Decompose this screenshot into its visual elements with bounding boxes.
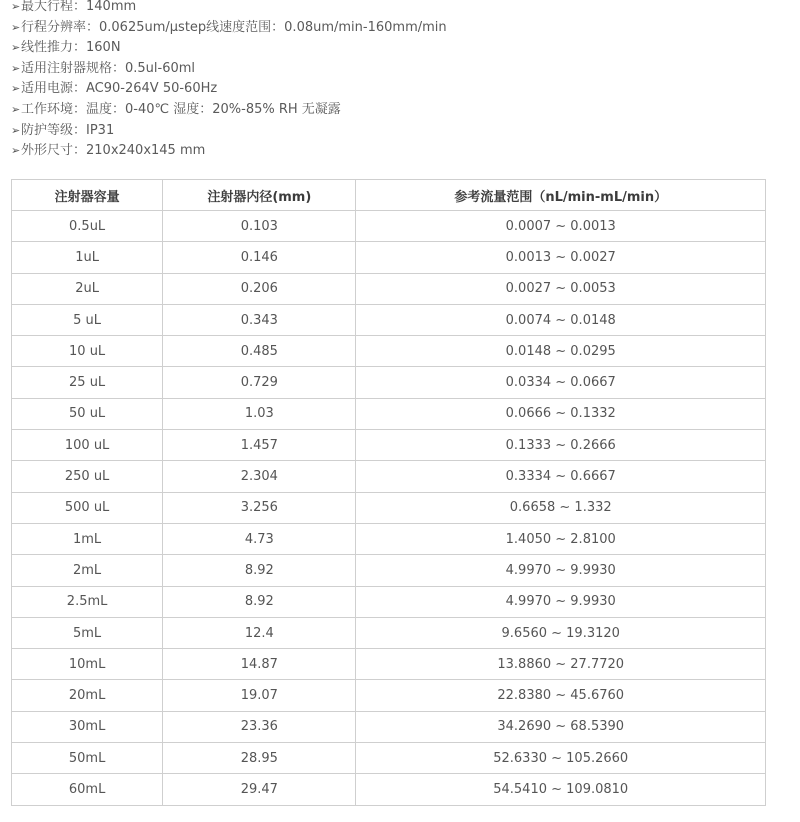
- cell-capacity: 2mL: [12, 555, 163, 586]
- cell-diameter: 1.457: [163, 430, 356, 461]
- cell-capacity: 100 uL: [12, 430, 163, 461]
- spec-text: 最大行程：140mm: [21, 0, 137, 14]
- cell-diameter: 0.206: [163, 273, 356, 304]
- cell-diameter: 1.03: [163, 398, 356, 429]
- cell-flow: 9.6560 ~ 19.3120: [356, 617, 766, 648]
- spec-text: 适用注射器规格：0.5ul-60ml: [21, 60, 196, 76]
- cell-diameter: 14.87: [163, 649, 356, 680]
- spec-text: 外形尺寸：210x240x145 mm: [21, 143, 206, 159]
- header-inner-diameter: 注射器内径(mm): [163, 180, 356, 211]
- cell-capacity: 1uL: [12, 242, 163, 273]
- cell-capacity: 5 uL: [12, 304, 163, 335]
- cell-diameter: 29.47: [163, 774, 356, 805]
- arrow-icon: ➢: [11, 123, 21, 137]
- cell-flow: 0.0074 ~ 0.0148: [356, 304, 766, 335]
- cell-flow: 0.1333 ~ 0.2666: [356, 430, 766, 461]
- cell-diameter: 0.343: [163, 304, 356, 335]
- arrow-icon: ➢: [11, 0, 21, 13]
- spec-list: [11, 0, 447, 162]
- cell-capacity: 500 uL: [12, 492, 163, 523]
- table-body: [12, 211, 766, 806]
- arrow-icon: ➢: [11, 144, 21, 158]
- cell-diameter: 0.485: [163, 336, 356, 367]
- arrow-icon: ➢: [11, 20, 21, 34]
- cell-capacity: 30mL: [12, 711, 163, 742]
- table-row: [12, 242, 766, 273]
- cell-diameter: 19.07: [163, 680, 356, 711]
- cell-flow: 22.8380 ~ 45.6760: [356, 680, 766, 711]
- spec-item-dimensions: [11, 141, 447, 162]
- cell-flow: 0.0013 ~ 0.0027: [356, 242, 766, 273]
- cell-diameter: 2.304: [163, 461, 356, 492]
- table-row: [12, 492, 766, 523]
- cell-diameter: 28.95: [163, 743, 356, 774]
- cell-flow: 0.0334 ~ 0.0667: [356, 367, 766, 398]
- cell-capacity: 0.5uL: [12, 211, 163, 242]
- cell-diameter: 0.103: [163, 211, 356, 242]
- table-row: [12, 680, 766, 711]
- table-row: [12, 367, 766, 398]
- spec-text: 线性推力：160N: [21, 40, 121, 56]
- cell-capacity: 25 uL: [12, 367, 163, 398]
- header-flow-range: 参考流量范围（nL/min-mL/min）: [356, 180, 766, 211]
- cell-capacity: 50mL: [12, 743, 163, 774]
- arrow-icon: ➢: [11, 102, 21, 116]
- syringe-flow-table: [11, 179, 766, 806]
- table-header-row: [12, 180, 766, 211]
- cell-diameter: 4.73: [163, 523, 356, 554]
- spec-text: 工作环境：温度：0-40℃ 湿度：20%-85% RH 无凝露: [21, 101, 341, 117]
- spec-item-stroke: [11, 0, 447, 18]
- table-row: [12, 461, 766, 492]
- table-row: [12, 743, 766, 774]
- table-row: [12, 211, 766, 242]
- table-row: [12, 523, 766, 554]
- cell-diameter: 8.92: [163, 555, 356, 586]
- cell-diameter: 0.729: [163, 367, 356, 398]
- spec-item-power: [11, 79, 447, 100]
- cell-flow: 13.8860 ~ 27.7720: [356, 649, 766, 680]
- cell-capacity: 1mL: [12, 523, 163, 554]
- cell-flow: 0.0027 ~ 0.0053: [356, 273, 766, 304]
- header-syringe-capacity: 注射器容量: [12, 180, 163, 211]
- table-row: [12, 774, 766, 805]
- cell-flow: 0.0148 ~ 0.0295: [356, 336, 766, 367]
- arrow-icon: ➢: [11, 41, 21, 55]
- table-row: [12, 430, 766, 461]
- cell-flow: 54.5410 ~ 109.0810: [356, 774, 766, 805]
- cell-flow: 34.2690 ~ 68.5390: [356, 711, 766, 742]
- cell-capacity: 10mL: [12, 649, 163, 680]
- cell-capacity: 2uL: [12, 273, 163, 304]
- cell-flow: 4.9970 ~ 9.9930: [356, 586, 766, 617]
- arrow-icon: ➢: [11, 82, 21, 96]
- cell-capacity: 50 uL: [12, 398, 163, 429]
- table-row: [12, 555, 766, 586]
- spec-item-syringe-range: [11, 59, 447, 80]
- cell-flow: 0.6658 ~ 1.332: [356, 492, 766, 523]
- spec-text: 行程分辨率：0.0625um/μstep线速度范围：0.08um/min-160mm/min: [21, 19, 447, 35]
- cell-flow: 52.6330 ~ 105.2660: [356, 743, 766, 774]
- cell-capacity: 5mL: [12, 617, 163, 648]
- cell-diameter: 0.146: [163, 242, 356, 273]
- cell-capacity: 2.5mL: [12, 586, 163, 617]
- cell-flow: 0.3334 ~ 0.6667: [356, 461, 766, 492]
- table-row: [12, 586, 766, 617]
- cell-flow: 4.9970 ~ 9.9930: [356, 555, 766, 586]
- table-row: [12, 649, 766, 680]
- table-row: [12, 304, 766, 335]
- cell-diameter: 23.36: [163, 711, 356, 742]
- table-row: [12, 336, 766, 367]
- table-row: [12, 617, 766, 648]
- spec-text: 适用电源：AC90-264V 50-60Hz: [21, 81, 218, 97]
- cell-flow: 0.0007 ~ 0.0013: [356, 211, 766, 242]
- spec-item-environment: [11, 100, 447, 121]
- table-row: [12, 711, 766, 742]
- cell-diameter: 3.256: [163, 492, 356, 523]
- cell-flow: 0.0666 ~ 0.1332: [356, 398, 766, 429]
- table-row: [12, 398, 766, 429]
- arrow-icon: ➢: [11, 61, 21, 75]
- spec-item-resolution: [11, 18, 447, 39]
- cell-capacity: 10 uL: [12, 336, 163, 367]
- cell-diameter: 8.92: [163, 586, 356, 617]
- cell-capacity: 60mL: [12, 774, 163, 805]
- spec-item-thrust: [11, 38, 447, 59]
- cell-capacity: 20mL: [12, 680, 163, 711]
- spec-text: 防护等级：IP31: [21, 122, 115, 138]
- cell-diameter: 12.4: [163, 617, 356, 648]
- cell-capacity: 250 uL: [12, 461, 163, 492]
- table-row: [12, 273, 766, 304]
- cell-flow: 1.4050 ~ 2.8100: [356, 523, 766, 554]
- spec-item-protection: [11, 121, 447, 142]
